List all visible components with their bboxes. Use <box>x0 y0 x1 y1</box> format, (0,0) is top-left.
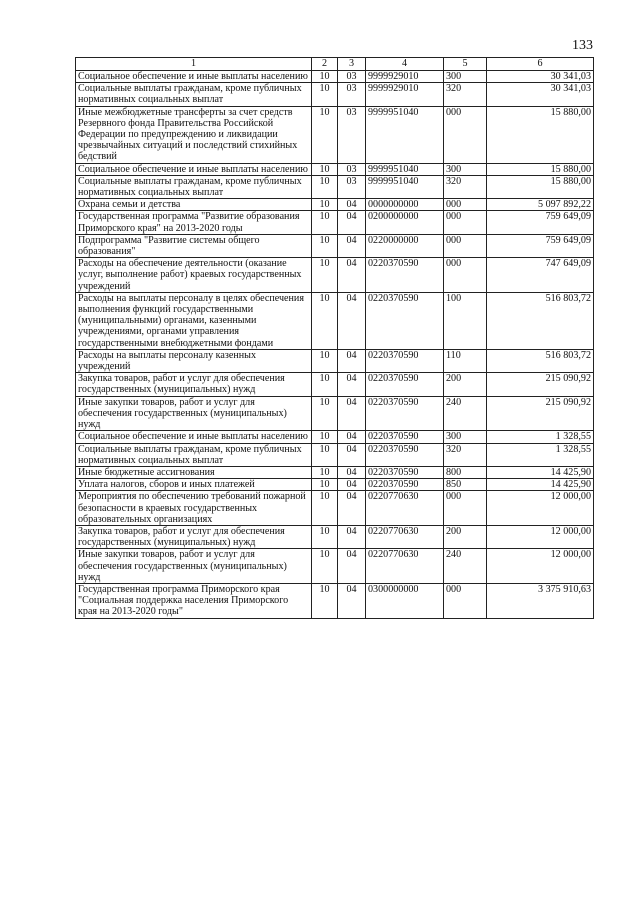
row-name-cell: Социальные выплаты гражданам, кроме публичных нормативных социальных выплат <box>76 175 312 198</box>
row-amount-cell: 12 000,00 <box>487 525 594 548</box>
table-row <box>76 175 594 198</box>
row-amount-cell: 516 803,72 <box>487 349 594 372</box>
row-expense-type-cell: 850 <box>444 479 487 491</box>
table-row <box>76 525 594 548</box>
row-amount-cell: 30 341,03 <box>487 83 594 106</box>
row-expense-type-cell: 000 <box>444 234 487 257</box>
table-row <box>76 431 594 443</box>
row-target-article-cell: 0000000000 <box>366 199 444 211</box>
row-name-cell: Расходы на выплаты персоналу в целях обеспечения выполнения функций государственными (муниципальными) органами, казенными учреждениями, органами управления государственными внебюджетными фондами <box>76 292 312 349</box>
table-row <box>76 491 594 526</box>
row-expense-type-cell: 200 <box>444 373 487 396</box>
row-target-article-cell: 9999929010 <box>366 71 444 83</box>
row-section-cell: 10 <box>312 258 338 293</box>
row-section-cell: 10 <box>312 525 338 548</box>
row-expense-type-cell: 240 <box>444 396 487 431</box>
row-amount-cell: 14 425,90 <box>487 466 594 478</box>
row-target-article-cell: 0220370590 <box>366 373 444 396</box>
row-subsection-cell: 04 <box>338 583 366 618</box>
row-target-article-cell: 0220370590 <box>366 479 444 491</box>
table-row <box>76 83 594 106</box>
row-section-cell: 10 <box>312 199 338 211</box>
table-row <box>76 199 594 211</box>
table-row <box>76 549 594 584</box>
row-amount-cell: 15 880,00 <box>487 175 594 198</box>
row-section-cell: 10 <box>312 211 338 234</box>
row-target-article-cell: 0220370590 <box>366 396 444 431</box>
row-section-cell: 10 <box>312 106 338 163</box>
row-section-cell: 10 <box>312 491 338 526</box>
row-name-cell: Иные бюджетные ассигнования <box>76 466 312 478</box>
row-amount-cell: 3 375 910,63 <box>487 583 594 618</box>
row-expense-type-cell: 000 <box>444 199 487 211</box>
column-header-expense-type: 5 <box>444 58 487 71</box>
row-subsection-cell: 04 <box>338 491 366 526</box>
row-expense-type-cell: 320 <box>444 83 487 106</box>
row-name-cell: Закупка товаров, работ и услуг для обеспечения государственных (муниципальных) нужд <box>76 373 312 396</box>
row-expense-type-cell: 300 <box>444 71 487 83</box>
row-subsection-cell: 04 <box>338 373 366 396</box>
row-section-cell: 10 <box>312 349 338 372</box>
row-subsection-cell: 04 <box>338 396 366 431</box>
table-row <box>76 583 594 618</box>
row-amount-cell: 215 090,92 <box>487 373 594 396</box>
row-amount-cell: 215 090,92 <box>487 396 594 431</box>
page-number: 133 <box>572 38 593 53</box>
row-expense-type-cell: 300 <box>444 431 487 443</box>
row-amount-cell: 1 328,55 <box>487 431 594 443</box>
table-row <box>76 163 594 175</box>
row-expense-type-cell: 000 <box>444 211 487 234</box>
row-expense-type-cell: 000 <box>444 258 487 293</box>
row-name-cell: Подпрограмма "Развитие системы общего образования" <box>76 234 312 257</box>
table-row <box>76 443 594 466</box>
row-section-cell: 10 <box>312 466 338 478</box>
row-subsection-cell: 04 <box>338 443 366 466</box>
row-amount-cell: 14 425,90 <box>487 479 594 491</box>
row-amount-cell: 30 341,03 <box>487 71 594 83</box>
row-subsection-cell: 04 <box>338 479 366 491</box>
row-name-cell: Расходы на выплаты персоналу казенных учреждений <box>76 349 312 372</box>
row-subsection-cell: 03 <box>338 106 366 163</box>
row-section-cell: 10 <box>312 479 338 491</box>
row-subsection-cell: 03 <box>338 163 366 175</box>
row-name-cell: Социальное обеспечение и иные выплаты населению <box>76 71 312 83</box>
row-subsection-cell: 03 <box>338 83 366 106</box>
row-expense-type-cell: 000 <box>444 583 487 618</box>
row-section-cell: 10 <box>312 443 338 466</box>
row-subsection-cell: 04 <box>338 431 366 443</box>
row-subsection-cell: 04 <box>338 258 366 293</box>
table-row <box>76 234 594 257</box>
row-target-article-cell: 0300000000 <box>366 583 444 618</box>
row-section-cell: 10 <box>312 396 338 431</box>
row-subsection-cell: 04 <box>338 292 366 349</box>
row-name-cell: Мероприятия по обеспечению требований пожарной безопасности в краевых государственных образовательных организациях <box>76 491 312 526</box>
row-name-cell: Уплата налогов, сборов и иных платежей <box>76 479 312 491</box>
row-target-article-cell: 0220370590 <box>366 443 444 466</box>
row-name-cell: Социальное обеспечение и иные выплаты населению <box>76 431 312 443</box>
row-expense-type-cell: 320 <box>444 175 487 198</box>
table-row <box>76 396 594 431</box>
row-section-cell: 10 <box>312 163 338 175</box>
row-name-cell: Социальные выплаты гражданам, кроме публичных нормативных социальных выплат <box>76 443 312 466</box>
row-target-article-cell: 0220370590 <box>366 292 444 349</box>
table-row <box>76 479 594 491</box>
row-target-article-cell: 0220370590 <box>366 258 444 293</box>
row-subsection-cell: 04 <box>338 199 366 211</box>
row-name-cell: Закупка товаров, работ и услуг для обеспечения государственных (муниципальных) нужд <box>76 525 312 548</box>
row-amount-cell: 12 000,00 <box>487 549 594 584</box>
row-name-cell: Расходы на обеспечение деятельности (оказание услуг, выполнение работ) краевых государственных учреждений <box>76 258 312 293</box>
column-header-name: 1 <box>76 58 312 71</box>
table-row <box>76 466 594 478</box>
row-section-cell: 10 <box>312 549 338 584</box>
row-subsection-cell: 04 <box>338 466 366 478</box>
row-subsection-cell: 04 <box>338 349 366 372</box>
table-row <box>76 211 594 234</box>
row-amount-cell: 516 803,72 <box>487 292 594 349</box>
header-row <box>76 58 594 71</box>
row-subsection-cell: 04 <box>338 525 366 548</box>
row-expense-type-cell: 800 <box>444 466 487 478</box>
row-target-article-cell: 9999929010 <box>366 83 444 106</box>
row-name-cell: Государственная программа "Развитие образования Приморского края" на 2013-2020 годы <box>76 211 312 234</box>
row-section-cell: 10 <box>312 71 338 83</box>
column-header-section: 2 <box>312 58 338 71</box>
row-expense-type-cell: 320 <box>444 443 487 466</box>
row-section-cell: 10 <box>312 292 338 349</box>
row-expense-type-cell: 100 <box>444 292 487 349</box>
row-expense-type-cell: 110 <box>444 349 487 372</box>
row-amount-cell: 12 000,00 <box>487 491 594 526</box>
row-name-cell: Социальные выплаты гражданам, кроме публичных нормативных социальных выплат <box>76 83 312 106</box>
row-section-cell: 10 <box>312 83 338 106</box>
budget-table <box>75 57 594 619</box>
row-subsection-cell: 03 <box>338 71 366 83</box>
row-amount-cell: 1 328,55 <box>487 443 594 466</box>
row-name-cell: Иные межбюджетные трансферты за счет средств Резервного фонда Правительства Российской Федерации по предупреждению и ликвидации чрезвычайных ситуаций и последствий стихийных бедствий <box>76 106 312 163</box>
row-amount-cell: 15 880,00 <box>487 106 594 163</box>
table-body <box>76 71 594 619</box>
row-target-article-cell: 0220370590 <box>366 349 444 372</box>
row-section-cell: 10 <box>312 175 338 198</box>
row-expense-type-cell: 240 <box>444 549 487 584</box>
row-expense-type-cell: 200 <box>444 525 487 548</box>
row-target-article-cell: 0220770630 <box>366 525 444 548</box>
table-row <box>76 258 594 293</box>
table-row <box>76 106 594 163</box>
row-section-cell: 10 <box>312 431 338 443</box>
column-header-amount: 6 <box>487 58 594 71</box>
table-row <box>76 71 594 83</box>
row-target-article-cell: 9999951040 <box>366 106 444 163</box>
table-row <box>76 349 594 372</box>
row-target-article-cell: 9999951040 <box>366 163 444 175</box>
row-amount-cell: 747 649,09 <box>487 258 594 293</box>
row-target-article-cell: 0200000000 <box>366 211 444 234</box>
row-expense-type-cell: 300 <box>444 163 487 175</box>
row-amount-cell: 759 649,09 <box>487 234 594 257</box>
row-expense-type-cell: 000 <box>444 491 487 526</box>
table-row <box>76 373 594 396</box>
row-name-cell: Социальное обеспечение и иные выплаты населению <box>76 163 312 175</box>
row-target-article-cell: 0220370590 <box>366 431 444 443</box>
row-target-article-cell: 9999951040 <box>366 175 444 198</box>
row-name-cell: Государственная программа Приморского края "Социальная поддержка населения Приморского края на 2013-2020 годы" <box>76 583 312 618</box>
row-name-cell: Иные закупки товаров, работ и услуг для обеспечения государственных (муниципальных) нужд <box>76 549 312 584</box>
row-target-article-cell: 0220000000 <box>366 234 444 257</box>
row-subsection-cell: 03 <box>338 175 366 198</box>
row-section-cell: 10 <box>312 583 338 618</box>
row-name-cell: Охрана семьи и детства <box>76 199 312 211</box>
column-header-target-article: 4 <box>366 58 444 71</box>
column-header-subsection: 3 <box>338 58 366 71</box>
row-subsection-cell: 04 <box>338 549 366 584</box>
row-section-cell: 10 <box>312 234 338 257</box>
row-target-article-cell: 0220770630 <box>366 491 444 526</box>
row-subsection-cell: 04 <box>338 211 366 234</box>
table-row <box>76 292 594 349</box>
row-name-cell: Иные закупки товаров, работ и услуг для обеспечения государственных (муниципальных) нужд <box>76 396 312 431</box>
row-target-article-cell: 0220370590 <box>366 466 444 478</box>
row-amount-cell: 15 880,00 <box>487 163 594 175</box>
row-subsection-cell: 04 <box>338 234 366 257</box>
row-amount-cell: 5 097 892,22 <box>487 199 594 211</box>
row-section-cell: 10 <box>312 373 338 396</box>
row-amount-cell: 759 649,09 <box>487 211 594 234</box>
row-target-article-cell: 0220770630 <box>366 549 444 584</box>
row-expense-type-cell: 000 <box>444 106 487 163</box>
